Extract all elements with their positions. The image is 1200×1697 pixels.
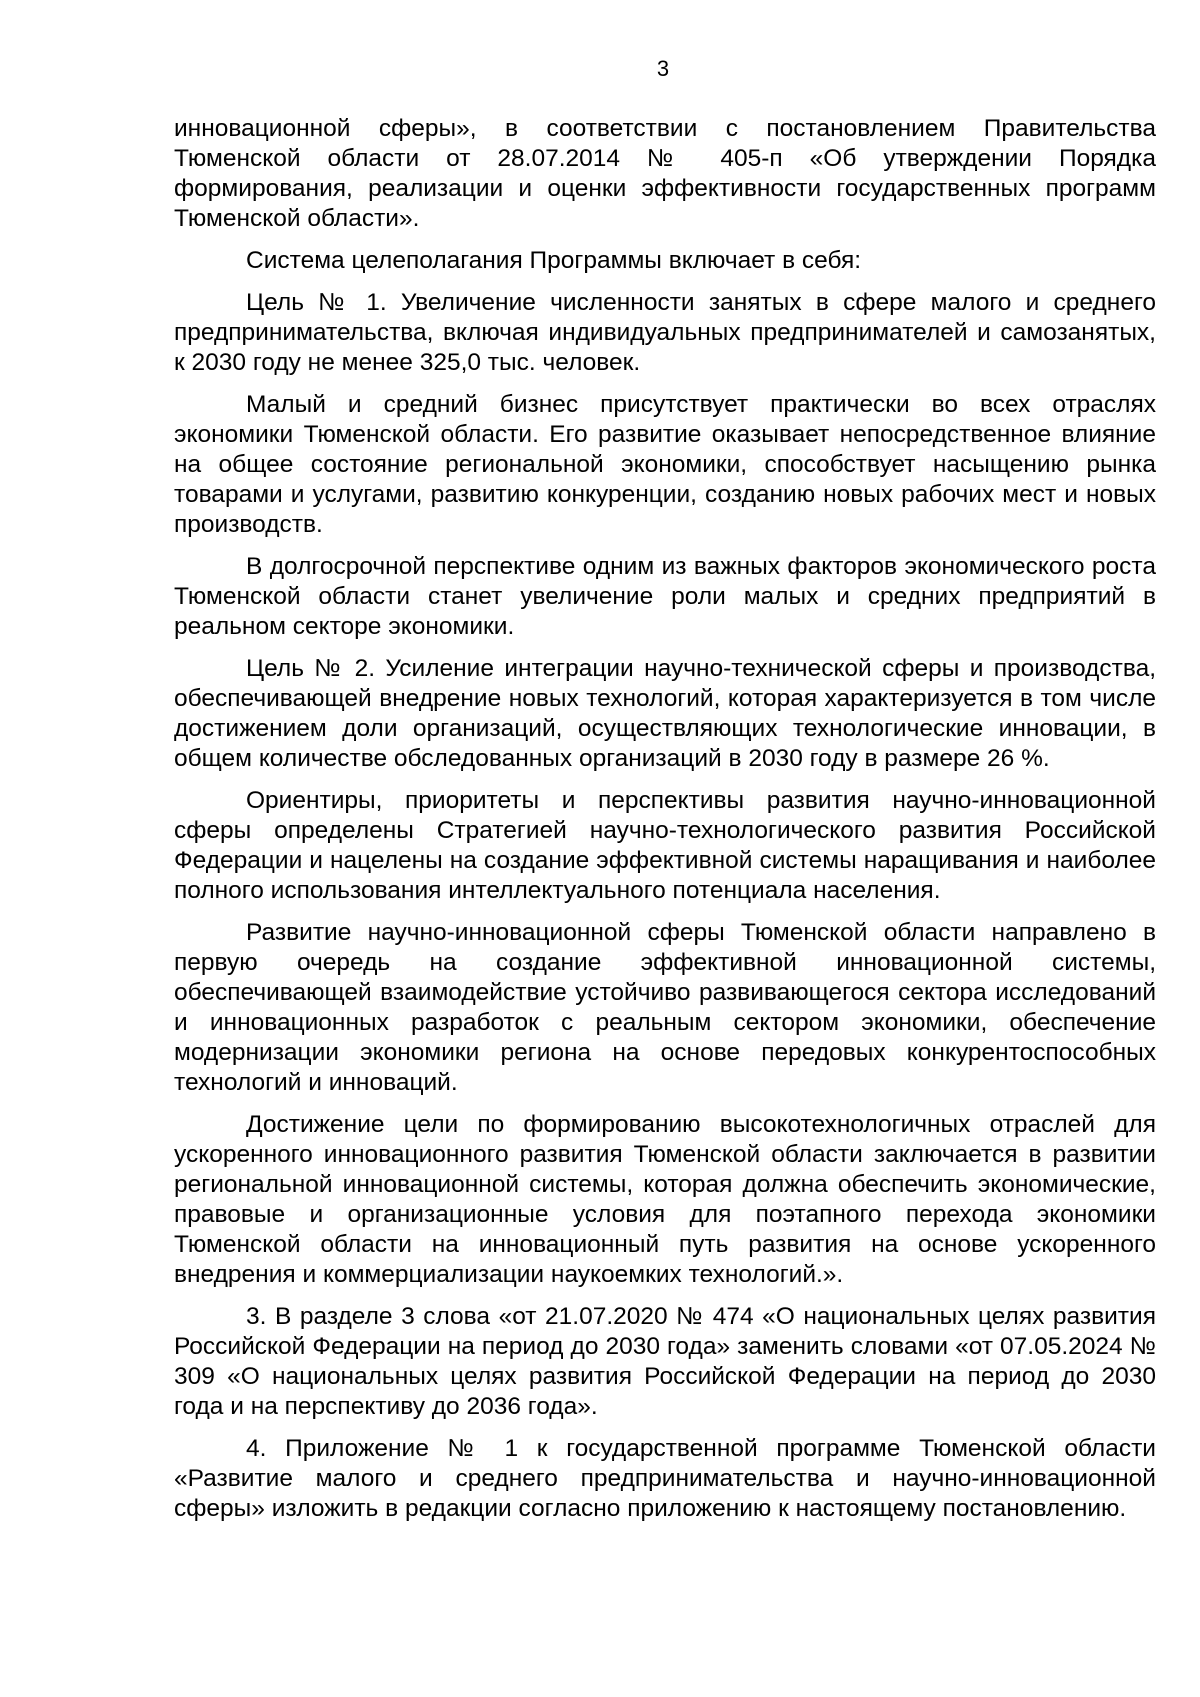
paragraph-innovation-development: Развитие научно-инновационной сферы Тюменской области направлено в первую очередь на создание эффективной инновационной системы, обеспечивающей взаимодействие устойчиво развивающегося сектора исследований и инновационных разработок с реальным сектором экономики, обеспечение модернизации экономики региона на основе передовых конкурентоспособных технологий и инноваций. [174,919,1156,1096]
document-body [174,114,1156,1536]
paragraph-item-3: 3. В разделе 3 слова «от 21.07.2020 № 474 «О национальных целях развития Российской Федерации на период до 2030 года» заменить словами «от 07.05.2024 № 309 «О национальных целях развития Российской Федерации на период до 2030 года и на перспективу до 2036 года». [174,1303,1156,1420]
paragraph-goal-1: Цель № 1. Увеличение численности занятых в сфере малого и среднего предпринимательства, включая индивидуальных предпринимателей и самозанятых, к 2030 году не менее 325,0 тыс. человек. [174,289,1156,376]
paragraph-continuation: инновационной сферы», в соответствии с постановлением Правительства Тюменской области от 28.07.2014 № 405-п «Об утверждении Порядка формирования, реализации и оценки эффективности государственных программ Тюменской области». [174,115,1156,232]
page-number: 3 [656,56,670,81]
paragraph-guidelines: Ориентиры, приоритеты и перспективы развития научно-инновационной сферы определены Стратегией научно-технологического развития Российской Федерации и нацелены на создание эффективной системы наращивания и наиболее полного использования интеллектуального потенциала населения. [174,787,1156,904]
paragraph-high-tech-goal: Достижение цели по формированию высокотехнологичных отраслей для ускоренного инновационного развития Тюменской области заключается в развитии региональной инновационной системы, которая должна обеспечить экономические, правовые и организационные условия для поэтапного перехода экономики Тюменской области на инновационный путь развития на основе ускоренного внедрения и коммерциализации наукоемких технологий.». [174,1111,1156,1288]
paragraph-small-business: Малый и средний бизнес присутствует практически во всех отраслях экономики Тюменской области. Его развитие оказывает непосредственное влияние на общее состояние региональной экономики, способствует насыщению рынка товарами и услугами, развитию конкуренции, созданию новых рабочих мест и новых производств. [174,391,1156,538]
paragraph-goal-2: Цель № 2. Усиление интеграции научно-технической сферы и производства, обеспечивающей внедрение новых технологий, которая характеризуется в том числе достижением доли организаций, осуществляющих технологические инновации, в общем количестве обследованных организаций в 2030 году в размере 26 %. [174,655,1156,772]
paragraph-long-term: В долгосрочной перспективе одним из важных факторов экономического роста Тюменской области станет увеличение роли малых и средних предприятий в реальном секторе экономики. [174,553,1156,640]
paragraph-item-4: 4. Приложение № 1 к государственной программе Тюменской области «Развитие малого и среднего предпринимательства и научно-инновационной сферы» изложить в редакции согласно приложению к настоящему постановлению. [174,1435,1156,1522]
paragraph-goal-system: Система целеполагания Программы включает в себя: [246,247,862,274]
